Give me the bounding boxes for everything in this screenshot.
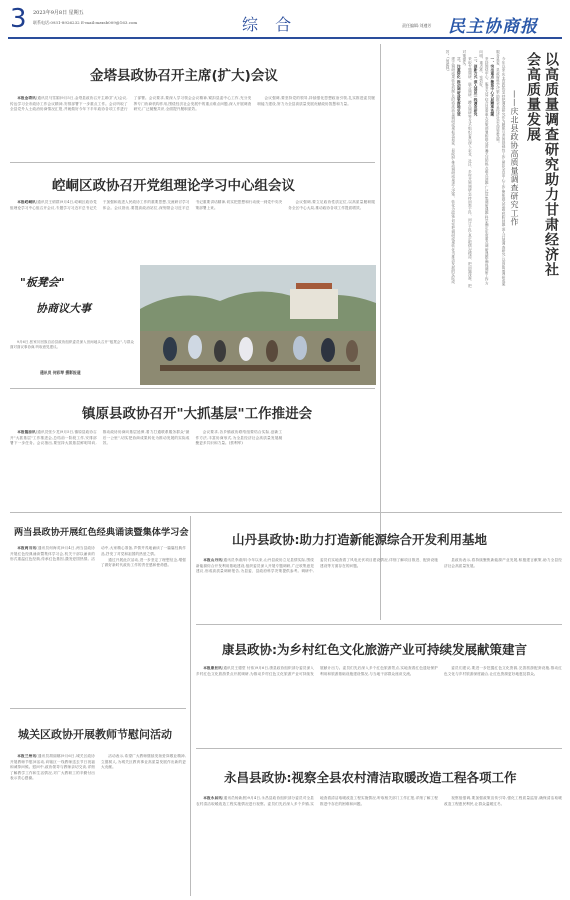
byline: 本报镇原讯 bbox=[17, 430, 36, 434]
newspaper-logo: 民主协商报 bbox=[448, 17, 538, 37]
article-zhenyuan bbox=[10, 390, 375, 498]
paragraph: 会议强调,要坚持党的领导,持续强化思想政治引领,扎实推进委员履职能力建设,努力为全县高质量发展贡献政协智慧和力量。 bbox=[257, 96, 375, 106]
byline: 本报金塔讯 bbox=[17, 96, 36, 100]
paragraph: (通讯员李淑萍)今年以来,山丹县政协立足县情实际,围绕新能源综合开发利用基地建设,组织委员深入开展专题调研,广泛收集意见建议,形成高质量调研报告,为县委、县政府科学决策提供参考。调研中,委员们实地查看了风电光伏项目建设情况,详细了解项目推进、配套设施建设等方面存在的问题。 bbox=[196, 558, 438, 574]
byline: 本报兰州讯 bbox=[17, 754, 37, 758]
subheadline: ——庆北县政协高质量调查研究工作 bbox=[510, 90, 519, 226]
paragraph: (通讯员何海英)9月4日,两当县政协开展红色经典诵读暨集体学习会,机关干部以诵读的形式重温红色经典,传承红色基因,激发爱国热情。活动中,大家精心准备,声情并茂地诵读了一篇篇经典作品,抒发了对党和祖国的热爱之情。 bbox=[10, 546, 186, 562]
headline: 崆峒区政协召开党组理论学习中心组会议 bbox=[52, 178, 295, 194]
headline: 两当县政协开展红色经典诵读暨集体学习会 bbox=[14, 527, 189, 538]
photo-caption-block bbox=[10, 264, 136, 382]
paragraph: (通讯员杨新晨)9月4日,永昌县政协组织部分委员对全县农村清洁取暖改造工程实施情况进行视察。委员们先后深入多个乡镇,实地查看清洁取暖改造工程实施情况,听取相关部门工作汇报,详细了解工程推进中存在的困难和问题。 bbox=[196, 796, 438, 806]
paragraph: 今年以来,庆北县政协坚持把调查研究作为履职尽责的基础性工作,紧扣全县中心工作,聚焦群众急难愁盼问题,深入开展调查研究,以高质量调研成果服务县委、县政府科学决策,助推全县经济社会高质量发展。 bbox=[496, 50, 506, 287]
paragraph: (通讯员马雪娟)9月5日,金塔县政协召开主席(扩大)会议,传达学习全市政协工作会议精神,安排部署下一步重点工作。会议听取了全县党外人士政治协商情况汇报,并就做好今年下半年政协各项工作进行了部署。会议要求,要深入学习领会会议精神,紧扣县委中心工作,充分发挥专门协商机构作用,围绕经济社会发展中的重点难点问题,深入开展调查研究,广泛凝聚共识,全面提升履职质效。 bbox=[10, 96, 252, 112]
article-body bbox=[10, 200, 375, 258]
article-chengguan bbox=[10, 710, 186, 896]
divider bbox=[196, 624, 562, 625]
calligraphy-title-1: "板凳会" bbox=[20, 276, 65, 289]
calligraphy-title-2: 协商议大事 bbox=[36, 302, 91, 315]
byline: 本报崆峒讯 bbox=[17, 200, 36, 204]
photo-credit: 通讯员 何彩琴 摄影报道 bbox=[40, 370, 81, 375]
photo-scene bbox=[140, 265, 376, 385]
paragraph: 活动表示,希望广大教师继续发扬爱岗敬业精神,立德树人,为城关区教育事业高质量发展作出新的更大贡献。 bbox=[101, 754, 186, 770]
headline: 金塔县政协召开主席(扩大)会议 bbox=[90, 68, 278, 84]
paragraph: (通讯员王炳群)9月4日,崆峒区政协党组理论学习中心组召开会议,专题学习习近平总书记关于加强和改进人民政协工作的重要思想,交流研讨学习体会。会议指出,要提高政治站位,深刻领会习近平总书记重要讲话精神,切实把思想和行动统一到党中央决策部署上来。 bbox=[10, 200, 283, 210]
article-yongchang bbox=[196, 750, 562, 896]
byline: 本报康县讯 bbox=[203, 666, 222, 670]
article-body bbox=[10, 430, 375, 496]
article-shandan bbox=[196, 516, 562, 620]
paragraph: 会议强调,要立足政协性质定位,以高质量履职服务全区中心大局,推动政协各项工作提质增效。 bbox=[288, 200, 375, 210]
headline: 以高质量调查研究助力甘肃经济社会高质量发展 bbox=[525, 52, 559, 277]
divider bbox=[10, 162, 375, 163]
article-body bbox=[196, 796, 562, 894]
article-kangxian bbox=[196, 626, 562, 744]
masthead-rule bbox=[8, 37, 562, 39]
paragraph: 县政协表示,将持续聚焦新能源产业发展,积极建言献策,助力全县经济社会高质量发展。 bbox=[444, 558, 562, 568]
issue-date: 2023年9月8日 星期五 bbox=[33, 10, 84, 16]
article-liangdang bbox=[10, 516, 189, 706]
byline: 本报山丹讯 bbox=[203, 558, 222, 562]
byline: 本报两当讯 bbox=[17, 546, 37, 550]
masthead bbox=[0, 0, 570, 42]
headline: 山丹县政协:助力打造新能源综合开发利用基地 bbox=[232, 532, 487, 547]
article-body bbox=[10, 96, 375, 154]
paragraph: 视察组强调,要加强政策宣传引导,强化工程质量监管,确保清洁取暖改造工程惠民利民,让群众温暖过冬。 bbox=[444, 796, 562, 806]
section-heading: 一、突出重点 聚焦中心大局精准选题 bbox=[490, 57, 495, 117]
article-research bbox=[384, 44, 562, 510]
paragraph: 会议要求,各乡镇政协联络组要结合实际,创新工作方法,丰富协商形式,为全县经济社会高质量发展凝聚更多共识和力量。(蔡利军) bbox=[195, 430, 283, 446]
paragraph: 建立调研成果转化机制,及时将高质量调研成果报送县委、县政府,推动调研成果进入决策、转化为政策,切实把调研成果转化为推动发展的实际成效。(何建林) bbox=[446, 50, 456, 284]
column-divider bbox=[190, 516, 191, 896]
byline: 本报永昌讯 bbox=[203, 796, 222, 800]
divider bbox=[10, 512, 562, 513]
paragraph: (通讯员胡丽娜)9月6日,城关区政协开展教师节慰问活动,向辖区一线教师送去节日祝福和诚挚问候。慰问中,政协领导与教师亲切交谈,详细了解教学工作和生活情况,对广大教职工的辛勤付出表示衷心感谢。 bbox=[10, 754, 95, 781]
section-heading: 二、创新方式 深入基层一线调查研究 bbox=[474, 57, 479, 117]
paragraph: 坚持围绕中心、服务大局,结合县委重大决策部署和群众普遍关注的热点难点问题,广泛征集调研课题,科学确定年度重点调研课题,确保调研工作方向明、重点准、实效好。 bbox=[479, 50, 490, 285]
article-body bbox=[196, 666, 562, 742]
article-lead bbox=[384, 50, 506, 288]
contact-info: 联系电话:0931-8926232 E-mail:mzxsb009@163.com bbox=[33, 20, 138, 25]
article-body bbox=[10, 546, 186, 704]
headline: 永昌县政协:视察全县农村清洁取暖改造工程各项工作 bbox=[224, 770, 517, 785]
divider bbox=[10, 708, 186, 709]
page-number: 3 bbox=[10, 4, 27, 34]
photo-caption: 9月6日,张家川回族自治县政协组织委员深入田间地头召开"板凳会",与群众面对面议事协商,听取意见建议。 bbox=[10, 340, 134, 350]
news-photo bbox=[140, 265, 376, 385]
divider bbox=[10, 388, 375, 389]
article-body bbox=[10, 754, 186, 894]
article-kongtong bbox=[10, 164, 375, 260]
divider bbox=[196, 748, 562, 749]
editor-credit: 责任编辑:刘遵芳 bbox=[402, 23, 432, 28]
article-body bbox=[196, 558, 562, 618]
headline: 城关区政协开展教师节慰问活动 bbox=[18, 728, 172, 741]
article-jinta bbox=[10, 44, 375, 156]
headline: 康县政协:为乡村红色文化旅游产业可持续发展献策建言 bbox=[222, 642, 527, 657]
section-heading: 三、注重转化 推动调研成果落地见效 bbox=[457, 57, 462, 117]
paragraph: 委员们建议,要进一步挖掘红色文化资源,完善旅游配套设施,推动红色文化与乡村旅游深度融合,让红色资源更好地惠及群众。 bbox=[444, 666, 562, 676]
paragraph: (通讯员张少龙)9月5日,镇原县政协召开"大抓基层"工作推进会,总结前一阶段工作,安排部署下一步任务。会议指出,要坚持大抓基层鲜明导向,推动政协协商向基层延伸,着力打通联系服务群众"最后一公里",切实把协商成果转化为推动发展的实际成效。 bbox=[10, 430, 190, 446]
paragraph: (通讯员王德堂 付伟)9月6日,康县政协组织部分委员深入乡村红色文化旅游景点开展调研,为推动乡村红色文化旅游产业可持续发展献计出力。委员们先后深入多个红色旅游景点,实地查看红色遗址保护利用和旅游基础设施建设情况,与当地干部群众座谈交流。 bbox=[196, 666, 438, 676]
section-title: 综 合 bbox=[242, 15, 298, 34]
paragraph: 采取专题调研、联合调研、蹲点调研等方式,组织委员深入企业、社区、乡村开展调研,坚持问需于民、问计于民,真正把情况摸清、把问题找准、把对策提实。 bbox=[462, 50, 473, 288]
headline: 镇原县政协召开"大抓基层"工作推进会 bbox=[82, 406, 313, 422]
paragraph: 通过开展此次活动,进一步坚定了理想信念,增强了做好新时代政协工作的责任感和使命感。 bbox=[101, 557, 186, 568]
